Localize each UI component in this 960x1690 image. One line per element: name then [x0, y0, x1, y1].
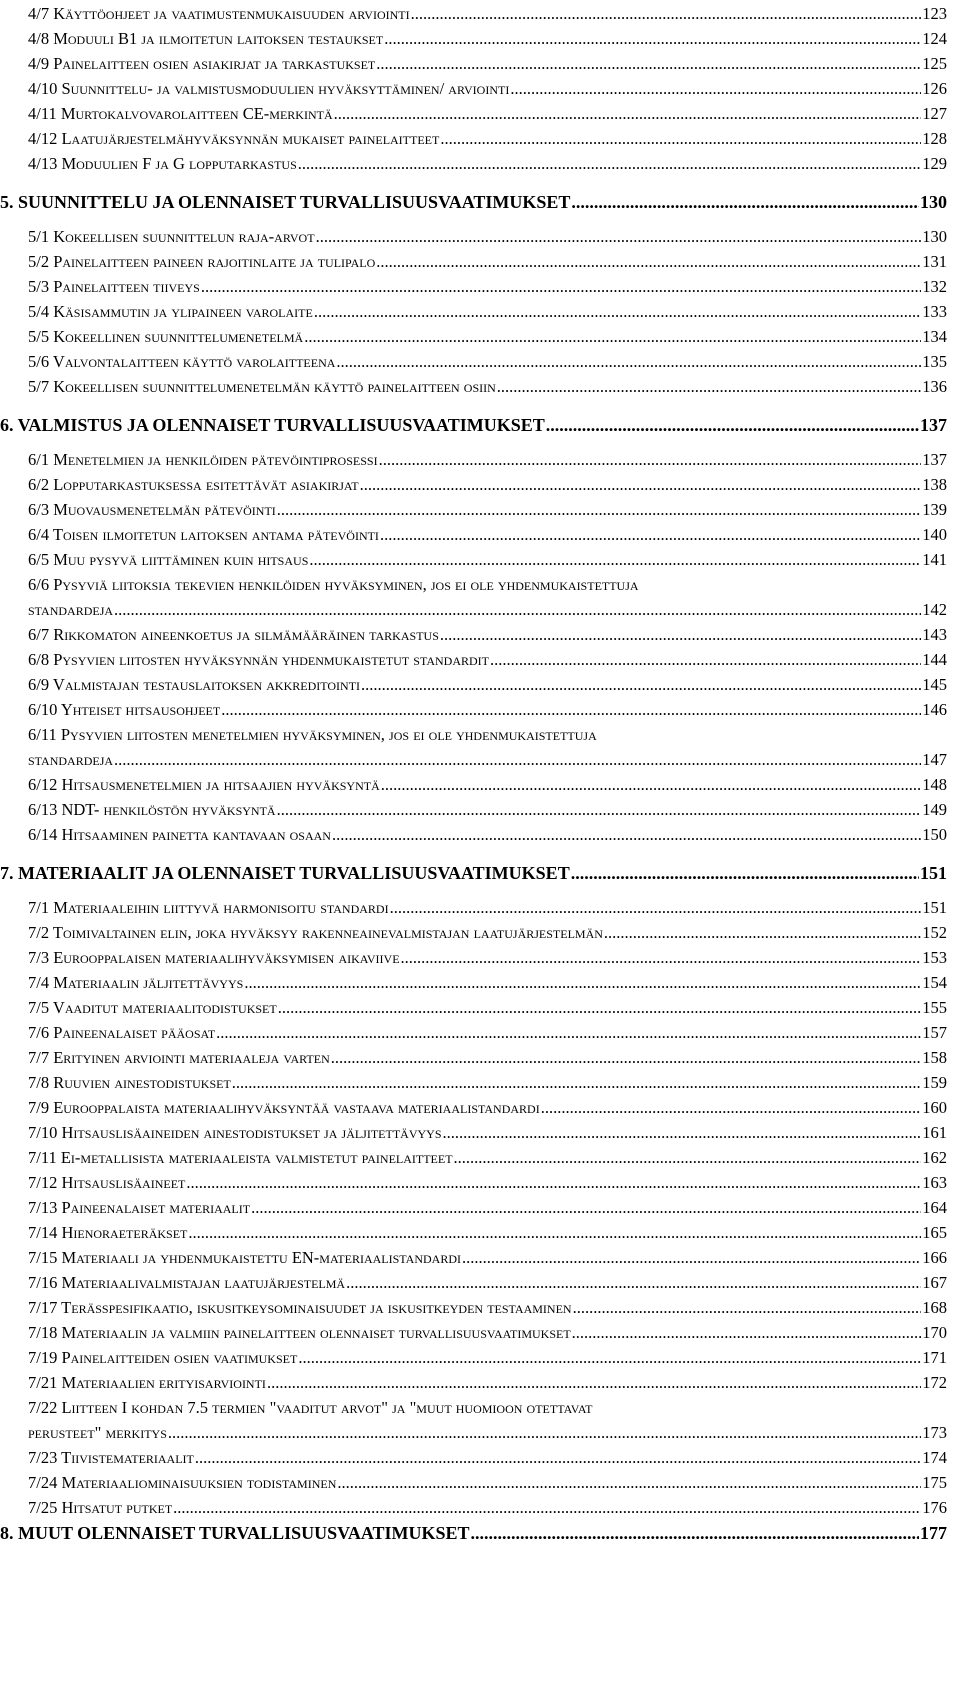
- toc-entry[interactable]: [28, 1096, 947, 1120]
- toc-entry-label: 7/23 Tiivistemateriaalit: [28, 1448, 194, 1467]
- toc-entry[interactable]: [28, 748, 947, 772]
- dot-leader: [490, 648, 921, 672]
- dot-leader: [541, 1096, 922, 1120]
- toc-page-number: 176: [922, 1498, 947, 1517]
- toc-entry-label: 5. SUUNNITTELU JA OLENNAISET TURVALLISUUSVAATIMUKSET: [0, 192, 571, 212]
- toc-entry[interactable]: [28, 798, 947, 822]
- dot-leader: [277, 498, 921, 522]
- toc-entry-label: 7/13 Paineenalaiset materiaalit: [28, 1198, 251, 1217]
- toc-entry-label: 6/4 Toisen ilmoitetun laitoksen antama pätevöinti: [28, 525, 379, 544]
- toc-page-number: 162: [922, 1148, 947, 1167]
- toc-page-number: 177: [920, 1523, 947, 1543]
- toc-entry[interactable]: [28, 2, 947, 26]
- toc-entry-label: 7/2 Toimivaltainen elin, joka hyväksyy rakenneainevalmistajan laatujärjestelmän: [28, 923, 603, 942]
- dot-leader: [278, 996, 922, 1020]
- dot-leader: [331, 1046, 922, 1070]
- toc-entry[interactable]: [28, 350, 947, 374]
- toc-page-number: 140: [922, 525, 947, 544]
- toc-entry-label: 6/10 Yhteiset hitsausohjeet: [28, 700, 221, 719]
- toc-entry[interactable]: [28, 673, 947, 697]
- toc-entry[interactable]: [28, 523, 947, 547]
- toc-page-number: 137: [920, 415, 947, 435]
- dot-leader: [376, 52, 921, 76]
- toc-entry[interactable]: [28, 1121, 947, 1145]
- toc-entry[interactable]: [28, 1496, 947, 1520]
- toc-entry[interactable]: [28, 1221, 947, 1245]
- toc-entry-label: 7/12 Hitsauslisäaineet: [28, 1173, 186, 1192]
- toc-page-number: 134: [922, 327, 947, 346]
- toc-entry[interactable]: [28, 623, 947, 647]
- toc-page-number: 165: [922, 1223, 947, 1242]
- dot-leader: [440, 127, 921, 151]
- toc-entry[interactable]: [28, 1071, 947, 1095]
- toc-page-number: 151: [920, 863, 947, 883]
- toc-entry-label: 5/1 Kokeellisen suunnittelun raja-arvot: [28, 227, 315, 246]
- dot-leader: [604, 921, 921, 945]
- toc-entry-label: 4/9 Painelaitteen osien asiakirjat ja tarkastukset: [28, 54, 376, 73]
- dot-leader: [462, 1246, 921, 1270]
- dot-leader: [390, 896, 922, 920]
- toc-entry[interactable]: [28, 102, 947, 126]
- toc-page-number: 148: [922, 775, 947, 794]
- toc-entry-label: 5/4 Käsisammutin ja ylipaineen varolaite: [28, 302, 313, 321]
- toc-section-heading[interactable]: [0, 1521, 947, 1545]
- dot-leader: [186, 1171, 921, 1195]
- dot-leader: [572, 1321, 922, 1345]
- toc-page-number: 130: [920, 192, 947, 212]
- toc-entry[interactable]: [28, 648, 947, 672]
- dot-leader: [401, 946, 922, 970]
- toc-page-number: 151: [922, 898, 947, 917]
- toc-entry[interactable]: [28, 77, 947, 101]
- toc-entry[interactable]: [28, 1046, 947, 1070]
- dot-leader: [360, 473, 922, 497]
- toc-page-number: 168: [922, 1298, 947, 1317]
- toc-entry-label: 6/9 Valmistajan testauslaitoksen akkreditointi: [28, 675, 361, 694]
- toc-entry[interactable]: [28, 448, 947, 472]
- toc-entry-label: 4/13 Moduulien F ja G lopputarkastus: [28, 154, 297, 173]
- toc-entry-label: 7/21 Materiaalien erityisarviointi: [28, 1373, 266, 1392]
- toc-entry[interactable]: [28, 1021, 947, 1045]
- toc-entry-label: perusteet" merkitys: [28, 1423, 167, 1442]
- dot-leader: [546, 413, 919, 437]
- toc-entry-label: standardeja: [28, 600, 114, 619]
- dot-leader: [510, 77, 921, 101]
- toc-entry-label: 5/2 Painelaitteen paineen rajoitinlaite ja tulipalo: [28, 252, 376, 271]
- toc-page-number: 129: [922, 154, 947, 173]
- toc-entry[interactable]: [28, 1346, 947, 1370]
- dot-leader: [309, 548, 921, 572]
- dot-leader: [440, 623, 921, 647]
- toc-entry-label: standardeja: [28, 750, 114, 769]
- dot-leader: [380, 523, 921, 547]
- toc-page-number: 141: [922, 550, 947, 569]
- toc-entry-label: 7/17 Terässpesifikaatio, iskusitkeysominaisuudet ja iskusitkeyden testaaminen: [28, 1298, 572, 1317]
- dot-leader: [173, 1496, 921, 1520]
- toc-entry[interactable]: [28, 1321, 947, 1345]
- toc-entry-label: 7/6 Paineenalaiset pääosat: [28, 1023, 216, 1042]
- toc-entry[interactable]: [28, 723, 947, 747]
- toc-entry[interactable]: [28, 896, 947, 920]
- toc-page-number: 172: [922, 1373, 947, 1392]
- toc-entry[interactable]: [28, 375, 947, 399]
- dot-leader: [346, 1271, 921, 1295]
- toc-page-number: 143: [922, 625, 947, 644]
- toc-entry[interactable]: [28, 946, 947, 970]
- dot-leader: [336, 350, 921, 374]
- toc-page-number: 157: [922, 1023, 947, 1042]
- toc-entry[interactable]: [28, 250, 947, 274]
- toc-page-number: 150: [922, 825, 947, 844]
- toc-page-number: 154: [922, 973, 947, 992]
- toc-page-number: 145: [922, 675, 947, 694]
- toc-entry[interactable]: [28, 548, 947, 572]
- dot-leader: [168, 1421, 921, 1445]
- toc-page-number: 139: [922, 500, 947, 519]
- toc-section-heading[interactable]: [0, 861, 947, 885]
- toc-entry-label: 7/4 Materiaalin jäljitettävyys: [28, 973, 244, 992]
- toc-entry-label: 7/24 Materiaaliominaisuuksien todistaminen: [28, 1473, 337, 1492]
- toc-page-number: 147: [922, 750, 947, 769]
- toc-page-number: 167: [922, 1273, 947, 1292]
- toc-entry-label: 7/19 Painelaitteiden osien vaatimukset: [28, 1348, 298, 1367]
- dot-leader: [304, 325, 921, 349]
- dot-leader: [267, 1371, 921, 1395]
- toc-entry-label: 7/15 Materiaali ja yhdenmukaistettu EN-materiaalistandardi: [28, 1248, 462, 1267]
- toc-entry-label: 7/7 Erityinen arviointi materiaaleja varten: [28, 1048, 330, 1067]
- toc-entry[interactable]: [28, 127, 947, 151]
- dot-leader: [361, 673, 921, 697]
- dot-leader: [443, 1121, 922, 1145]
- toc-page-number: 136: [922, 377, 947, 396]
- toc-entry[interactable]: [28, 971, 947, 995]
- toc-page-number: 127: [922, 104, 947, 123]
- dot-leader: [573, 1296, 922, 1320]
- dot-leader: [221, 698, 921, 722]
- toc-entry-label: 7/1 Materiaaleihin liittyvä harmonisoitu standardi: [28, 898, 389, 917]
- toc-entry-label: 8. MUUT OLENNAISET TURVALLISUUSVAATIMUKSET: [0, 1523, 470, 1543]
- toc-entry-label: 4/8 Moduuli B1 ja ilmoitetun laitoksen testaukset: [28, 29, 384, 48]
- dot-leader: [114, 598, 921, 622]
- toc-page-number: 160: [922, 1098, 947, 1117]
- dot-leader: [332, 823, 921, 847]
- toc-page-number: 135: [922, 352, 947, 371]
- toc-entry-label: 7/9 Eurooppalaista materiaalihyväksyntää vastaava materiaalistandardi: [28, 1098, 540, 1117]
- toc-entry-label: 5/5 Kokeellinen suunnittelumenetelmä: [28, 327, 304, 346]
- toc-entry-label: 4/7 Käyttöohjeet ja vaatimustenmukaisuuden arviointi: [28, 4, 410, 23]
- dot-leader: [571, 190, 919, 214]
- toc-entry-label: 7/11 Ei-metallisista materiaaleista valmistetut painelaitteet: [28, 1148, 453, 1167]
- toc-page-number: 123: [922, 4, 947, 23]
- dot-leader: [384, 27, 921, 51]
- toc-entry[interactable]: [28, 921, 947, 945]
- toc-entry-label: 7/14 Hienoraeteräkset: [28, 1223, 188, 1242]
- toc-entry-label: 7. MATERIAALIT JA OLENNAISET TURVALLISUUSVAATIMUKSET: [0, 863, 570, 883]
- toc-page-number: 175: [922, 1473, 947, 1492]
- toc-page-number: 138: [922, 475, 947, 494]
- toc-entry-label: 6. VALMISTUS JA OLENNAISET TURVALLISUUSVAATIMUKSET: [0, 415, 545, 435]
- toc-entry[interactable]: [28, 325, 947, 349]
- dot-leader: [471, 1521, 919, 1545]
- toc-page-number: 171: [922, 1348, 947, 1367]
- toc-page-number: 170: [922, 1323, 947, 1342]
- dot-leader: [188, 1221, 921, 1245]
- dot-leader: [334, 102, 922, 126]
- toc-entry-label: 5/3 Painelaitteen tiiveys: [28, 277, 200, 296]
- toc-page-number: 163: [922, 1173, 947, 1192]
- toc-entry[interactable]: [28, 1396, 947, 1420]
- toc-entry-label: 6/13 NDT- henkilöstön hyväksyntä: [28, 800, 276, 819]
- toc-entry-label: 6/12 Hitsausmenetelmien ja hitsaajien hyväksyntä: [28, 775, 380, 794]
- dot-leader: [277, 798, 922, 822]
- toc-entry[interactable]: [28, 698, 947, 722]
- toc-entry[interactable]: [28, 1146, 947, 1170]
- toc-section-heading[interactable]: [0, 190, 947, 214]
- toc-page-number: 146: [922, 700, 947, 719]
- dot-leader: [216, 1021, 921, 1045]
- dot-leader: [379, 448, 922, 472]
- toc-page-number: 149: [922, 800, 947, 819]
- toc-entry-label: 7/25 Hitsatut putket: [28, 1498, 173, 1517]
- toc-page-number: 137: [922, 450, 947, 469]
- toc-entry[interactable]: [28, 573, 947, 597]
- toc-entry-label: 6/3 Muovausmenetelmän pätevöinti: [28, 500, 276, 519]
- toc-entry[interactable]: [28, 1371, 947, 1395]
- dot-leader: [298, 152, 921, 176]
- toc-page-number: 158: [922, 1048, 947, 1067]
- dot-leader: [232, 1071, 921, 1095]
- toc-entry[interactable]: [28, 27, 947, 51]
- toc-entry[interactable]: [28, 498, 947, 522]
- toc-entry-label: 4/12 Laatujärjestelmähyväksynnän mukaiset painelaitteet: [28, 129, 440, 148]
- toc-entry-label: 6/2 Lopputarkastuksessa esitettävät asiakirjat: [28, 475, 359, 494]
- dot-leader: [314, 300, 921, 324]
- dot-leader: [376, 250, 921, 274]
- toc-entry[interactable]: [28, 1196, 947, 1220]
- toc-entry[interactable]: [28, 1421, 947, 1445]
- dot-leader: [195, 1446, 921, 1470]
- toc-entry[interactable]: [28, 1246, 947, 1270]
- toc-entry-label: 7/5 Vaaditut materiaalitodistukset: [28, 998, 277, 1017]
- toc-page-number: 125: [922, 54, 947, 73]
- toc-entry-label: 7/10 Hitsauslisäaineiden ainestodistukset ja jäljitettävyys: [28, 1123, 442, 1142]
- dot-leader: [244, 971, 921, 995]
- toc-entry[interactable]: [28, 1296, 947, 1320]
- toc-page-number: 174: [922, 1448, 947, 1467]
- toc-entry[interactable]: [28, 300, 947, 324]
- toc-section-heading[interactable]: [0, 413, 947, 437]
- toc-entry-label: 7/16 Materiaalivalmistajan laatujärjestelmä: [28, 1273, 346, 1292]
- toc-page-number: 128: [922, 129, 947, 148]
- toc-entry-label: 6/11 Pysyvien liitosten menetelmien hyväksyminen, jos ei ole yhdenmukaistettuja: [28, 725, 597, 744]
- toc-page-number: 142: [922, 600, 947, 619]
- toc-entry[interactable]: [28, 996, 947, 1020]
- toc-page-number: 124: [922, 29, 947, 48]
- toc-page-number: 152: [922, 923, 947, 942]
- toc-entry[interactable]: [28, 52, 947, 76]
- toc-entry-label: 7/22 Liitteen I kohdan 7.5 termien "vaaditut arvot" ja "muut huomioon otettavat: [28, 1398, 593, 1417]
- toc-page-number: 166: [922, 1248, 947, 1267]
- dot-leader: [201, 275, 921, 299]
- toc-entry[interactable]: [28, 225, 947, 249]
- dot-leader: [251, 1196, 921, 1220]
- toc-entry[interactable]: [28, 1446, 947, 1470]
- toc-page-number: 132: [922, 277, 947, 296]
- toc-entry-label: 5/7 Kokeellisen suunnittelumenetelmän käyttö painelaitteen osiin: [28, 377, 496, 396]
- toc-entry-label: 7/8 Ruuvien ainestodistukset: [28, 1073, 231, 1092]
- toc-entry-label: 6/8 Pysyvien liitosten hyväksynnän yhdenmukaistetut standardit: [28, 650, 490, 669]
- toc-entry-label: 7/3 Eurooppalaisen materiaalihyväksymisen aikaviive: [28, 948, 400, 967]
- toc-page-number: 133: [922, 302, 947, 321]
- toc-page-number: 153: [922, 948, 947, 967]
- toc-entry[interactable]: [28, 823, 947, 847]
- dot-leader: [411, 2, 922, 26]
- dot-leader: [381, 773, 922, 797]
- toc-page-number: 155: [922, 998, 947, 1017]
- toc-entry[interactable]: [28, 275, 947, 299]
- toc-entry-label: 6/6 Pysyviä liitoksia tekevien henkilöiden hyväksyminen, jos ei ole yhdenmukaistettuja: [28, 575, 639, 594]
- toc-page-number: 130: [922, 227, 947, 246]
- toc-entry[interactable]: [28, 1471, 947, 1495]
- toc-entry[interactable]: [28, 152, 947, 176]
- dot-leader: [571, 861, 919, 885]
- dot-leader: [337, 1471, 921, 1495]
- toc-entry[interactable]: [28, 1171, 947, 1195]
- toc-entry-label: 6/14 Hitsaaminen painetta kantavaan osaan: [28, 825, 331, 844]
- toc-entry-label: 7/18 Materiaalin ja valmiin painelaitteen olennaiset turvallisuusvaatimukset: [28, 1323, 571, 1342]
- toc-page-number: 161: [922, 1123, 947, 1142]
- toc-page-number: 164: [922, 1198, 947, 1217]
- toc-entry[interactable]: [28, 1271, 947, 1295]
- toc-page-number: 131: [922, 252, 947, 271]
- toc-page-number: 144: [922, 650, 947, 669]
- toc-entry-label: 4/11 Murtokalvovarolaitteen CE-merkintä: [28, 104, 333, 123]
- dot-leader: [298, 1346, 921, 1370]
- toc-entry[interactable]: [28, 473, 947, 497]
- toc-entry-label: 6/1 Menetelmien ja henkilöiden pätevöintiprosessi: [28, 450, 378, 469]
- toc-page-number: 126: [922, 79, 947, 98]
- toc-entry-label: 4/10 Suunnittelu- ja valmistusmoduulien hyväksyttäminen/ arviointi: [28, 79, 510, 98]
- toc-entry-label: 6/5 Muu pysyvä liittäminen kuin hitsaus: [28, 550, 309, 569]
- toc-page-number: 159: [922, 1073, 947, 1092]
- toc-entry-label: 5/6 Valvontalaitteen käyttö varolaitteena: [28, 352, 336, 371]
- toc-page-number: 173: [922, 1423, 947, 1442]
- toc-entry[interactable]: [28, 773, 947, 797]
- dot-leader: [114, 748, 921, 772]
- dot-leader: [497, 375, 921, 399]
- dot-leader: [316, 225, 922, 249]
- dot-leader: [454, 1146, 922, 1170]
- toc-entry-label: 6/7 Rikkomaton aineenkoetus ja silmämääräinen tarkastus: [28, 625, 439, 644]
- toc-entry[interactable]: [28, 598, 947, 622]
